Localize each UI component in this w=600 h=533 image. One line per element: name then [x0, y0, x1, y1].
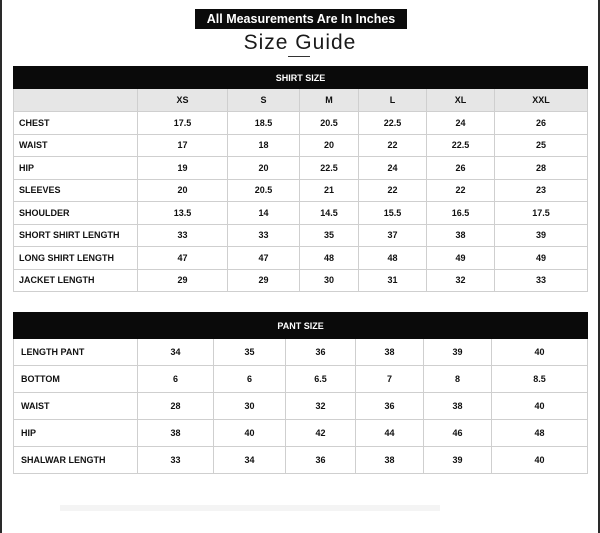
table-row: [14, 366, 588, 393]
measurement-value: 49: [495, 247, 588, 270]
measurement-value: 30: [300, 269, 359, 292]
measurement-value: 14: [228, 202, 300, 225]
measurement-value: 40: [214, 420, 286, 447]
size-label: S: [228, 89, 300, 112]
measurement-value: 44: [356, 420, 424, 447]
measurement-label: LENGTH PANT: [14, 339, 138, 366]
measurement-value: 7: [356, 366, 424, 393]
measurement-label: CHEST: [14, 112, 138, 135]
measurement-value: 26: [427, 157, 495, 180]
measurement-label: BOTTOM: [14, 366, 138, 393]
measurement-value: 48: [492, 420, 588, 447]
measurement-value: 35: [214, 339, 286, 366]
measurement-value: 35: [300, 224, 359, 247]
measurement-value: 29: [138, 269, 228, 292]
measurement-value: 33: [138, 224, 228, 247]
table-row: [14, 112, 588, 135]
measurement-value: 21: [300, 179, 359, 202]
measurement-value: 22.5: [427, 134, 495, 157]
measurement-value: 48: [359, 247, 427, 270]
measurement-value: 22: [359, 179, 427, 202]
measurement-value: 36: [286, 447, 356, 474]
table-row: [14, 202, 588, 225]
measurement-value: 33: [495, 269, 588, 292]
measurement-value: 38: [427, 224, 495, 247]
measurement-value: 32: [286, 393, 356, 420]
measurement-value: 22: [359, 134, 427, 157]
measurement-value: 39: [495, 224, 588, 247]
measurement-value: 38: [424, 393, 492, 420]
measurement-label: HIP: [14, 420, 138, 447]
measurement-label: SHALWAR LENGTH: [14, 447, 138, 474]
measurement-value: 32: [427, 269, 495, 292]
measurement-value: 19: [138, 157, 228, 180]
measurement-value: 17.5: [495, 202, 588, 225]
size-label: XL: [427, 89, 495, 112]
measurement-value: 30: [214, 393, 286, 420]
measurement-value: 33: [138, 447, 214, 474]
left-border: [0, 0, 2, 533]
table-row: [14, 179, 588, 202]
measurement-value: 48: [300, 247, 359, 270]
measurement-value: 36: [286, 339, 356, 366]
table-row: [14, 420, 588, 447]
measurement-value: 40: [492, 393, 588, 420]
measurement-value: 16.5: [427, 202, 495, 225]
measurement-value: 31: [359, 269, 427, 292]
measurement-banner: All Measurements Are In Inches: [195, 9, 407, 29]
table-row: [14, 269, 588, 292]
measurement-value: 39: [424, 447, 492, 474]
measurement-value: 20: [228, 157, 300, 180]
measurement-value: 42: [286, 420, 356, 447]
measurement-label: HIP: [14, 157, 138, 180]
measurement-value: 20.5: [300, 112, 359, 135]
measurement-value: 8: [424, 366, 492, 393]
measurement-value: 24: [359, 157, 427, 180]
measurement-value: 6: [214, 366, 286, 393]
measurement-value: 13.5: [138, 202, 228, 225]
measurement-value: 6.5: [286, 366, 356, 393]
measurement-value: 37: [359, 224, 427, 247]
measurement-value: 24: [427, 112, 495, 135]
size-corner-cell: [14, 89, 138, 112]
table-row: [14, 224, 588, 247]
measurement-value: 28: [495, 157, 588, 180]
footer-shadow: [60, 505, 440, 511]
measurement-label: LONG SHIRT LENGTH: [14, 247, 138, 270]
measurement-value: 22.5: [359, 112, 427, 135]
pant-size-table: [13, 312, 588, 474]
measurement-value: 22: [427, 179, 495, 202]
measurement-value: 40: [492, 339, 588, 366]
measurement-value: 22.5: [300, 157, 359, 180]
measurement-value: 15.5: [359, 202, 427, 225]
shirt-size-header: SHIRT SIZE: [14, 67, 588, 89]
measurement-label: WAIST: [14, 134, 138, 157]
measurement-value: 6: [138, 366, 214, 393]
measurement-value: 49: [427, 247, 495, 270]
measurement-value: 36: [356, 393, 424, 420]
measurement-label: SHORT SHIRT LENGTH: [14, 224, 138, 247]
size-label: M: [300, 89, 359, 112]
measurement-value: 28: [138, 393, 214, 420]
size-label: XXL: [495, 89, 588, 112]
table-row: [14, 157, 588, 180]
measurement-value: 8.5: [492, 366, 588, 393]
measurement-value: 38: [356, 447, 424, 474]
table-row: [14, 134, 588, 157]
size-label: XS: [138, 89, 228, 112]
table-row: [14, 247, 588, 270]
measurement-value: 47: [138, 247, 228, 270]
measurement-label: JACKET LENGTH: [14, 269, 138, 292]
measurement-value: 26: [495, 112, 588, 135]
table-row: [14, 339, 588, 366]
measurement-label: SHOULDER: [14, 202, 138, 225]
measurement-value: 20: [300, 134, 359, 157]
measurement-value: 20.5: [228, 179, 300, 202]
measurement-value: 18: [228, 134, 300, 157]
measurement-label: SLEEVES: [14, 179, 138, 202]
size-header-row: [14, 89, 588, 112]
measurement-value: 34: [214, 447, 286, 474]
pant-size-header: PANT SIZE: [14, 313, 588, 339]
measurement-value: 46: [424, 420, 492, 447]
measurement-value: 25: [495, 134, 588, 157]
measurement-value: 29: [228, 269, 300, 292]
size-label: L: [359, 89, 427, 112]
measurement-value: 38: [138, 420, 214, 447]
measurement-value: 38: [356, 339, 424, 366]
page-title: Size Guide: [243, 31, 357, 54]
table-row: [14, 447, 588, 474]
measurement-value: 18.5: [228, 112, 300, 135]
measurement-label: WAIST: [14, 393, 138, 420]
measurement-value: 39: [424, 339, 492, 366]
title-underline: [288, 56, 310, 57]
measurement-value: 14.5: [300, 202, 359, 225]
table-row: [14, 393, 588, 420]
measurement-value: 20: [138, 179, 228, 202]
measurement-value: 47: [228, 247, 300, 270]
measurement-value: 33: [228, 224, 300, 247]
measurement-value: 23: [495, 179, 588, 202]
measurement-value: 34: [138, 339, 214, 366]
shirt-size-table: [13, 66, 588, 292]
measurement-value: 17.5: [138, 112, 228, 135]
measurement-value: 40: [492, 447, 588, 474]
measurement-value: 17: [138, 134, 228, 157]
